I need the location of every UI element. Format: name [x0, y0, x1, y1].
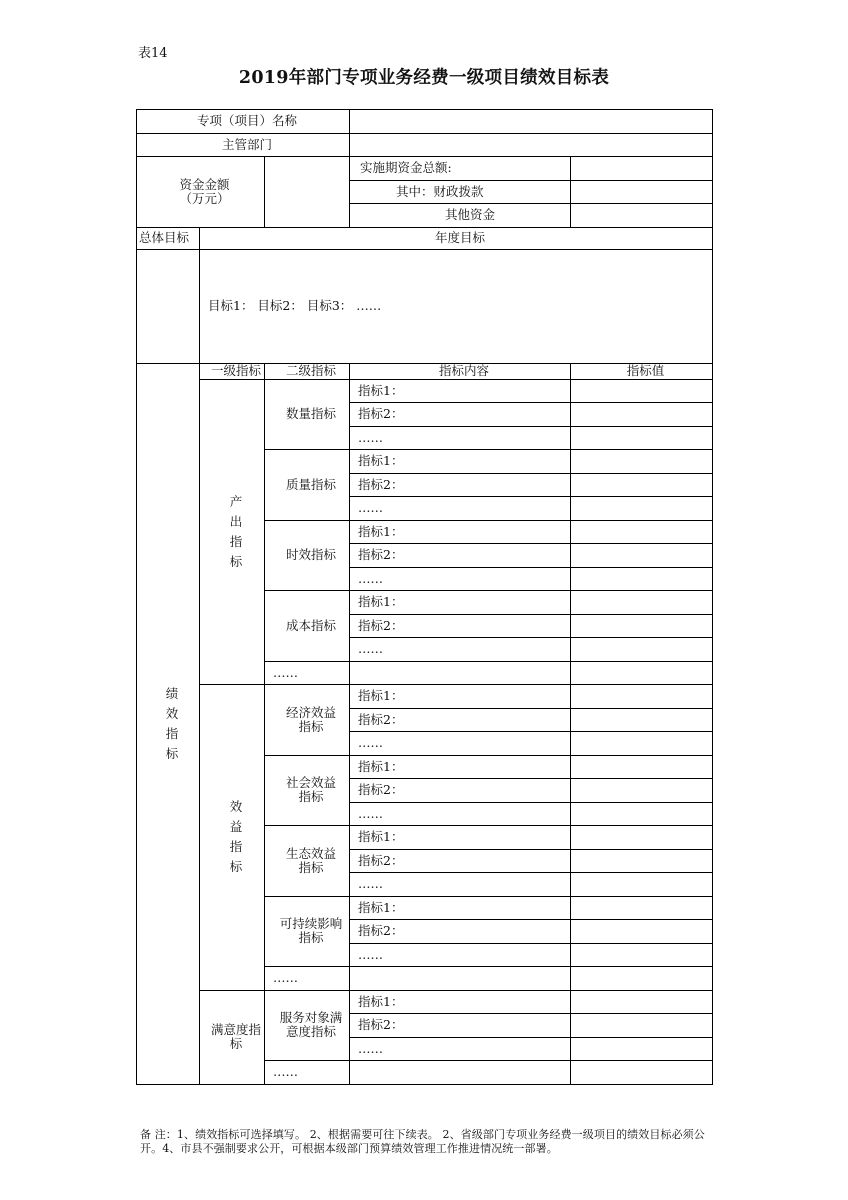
indicator-value[interactable] — [571, 708, 713, 732]
quantity-indicator-label: 数量指标 — [265, 379, 350, 450]
indicator-value[interactable] — [571, 802, 713, 826]
indicator-value[interactable] — [571, 661, 713, 685]
indicator-value[interactable] — [571, 567, 713, 591]
social-benefit-label — [265, 755, 350, 826]
indicator-content[interactable]: …… — [350, 873, 571, 897]
indicator-content[interactable]: 指标1： — [350, 685, 571, 709]
indicator-value[interactable] — [571, 426, 713, 450]
cost-indicator-label: 成本指标 — [265, 591, 350, 662]
funds-label-line2: （万元） — [179, 190, 230, 206]
indicator-value[interactable] — [571, 638, 713, 662]
other-funds-label: 其他资金 — [350, 204, 571, 228]
department-value[interactable] — [350, 133, 713, 157]
indicator-content[interactable]: …… — [350, 426, 571, 450]
benefit-more-label: …… — [265, 967, 350, 991]
indicator-value[interactable] — [571, 967, 713, 991]
indicator-content[interactable] — [350, 1061, 571, 1085]
performance-indicators-label — [137, 363, 200, 1084]
indicator-value[interactable] — [571, 591, 713, 615]
indicator-value[interactable] — [571, 403, 713, 427]
indicator-value[interactable] — [571, 544, 713, 568]
output-indicators-text: 产出指标 — [229, 493, 243, 569]
indicator-content[interactable]: 指标2： — [350, 1014, 571, 1038]
indicator-content[interactable]: 指标1： — [350, 379, 571, 403]
indicator-value[interactable] — [571, 990, 713, 1014]
indicator-value[interactable] — [571, 755, 713, 779]
indicator-value[interactable] — [571, 896, 713, 920]
output-more-label: …… — [265, 661, 350, 685]
social-benefit-text: 社会效益指标 — [286, 775, 337, 805]
economic-benefit-label — [265, 685, 350, 756]
indicator-value[interactable] — [571, 473, 713, 497]
indicator-content[interactable]: 指标1： — [350, 450, 571, 474]
indicator-content[interactable]: 指标2： — [350, 614, 571, 638]
indicator-content[interactable]: 指标2： — [350, 849, 571, 873]
indicator-content[interactable]: 指标1： — [350, 826, 571, 850]
indicator-content[interactable]: 指标2： — [350, 708, 571, 732]
performance-goal-table — [136, 109, 713, 1085]
indicator-value[interactable] — [571, 450, 713, 474]
indicator-value[interactable] — [571, 379, 713, 403]
overall-goal-value[interactable] — [137, 249, 200, 363]
indicator-content[interactable]: 指标1： — [350, 520, 571, 544]
service-satisfaction-label — [265, 990, 350, 1061]
total-funds-label: 实施期资金总额: — [350, 157, 571, 181]
indicator-content[interactable]: 指标1： — [350, 896, 571, 920]
indicator-value[interactable] — [571, 1061, 713, 1085]
col-value-header: 指标值 — [571, 363, 713, 379]
performance-indicators-text: 绩效指标 — [165, 685, 179, 761]
economic-benefit-text: 经济效益指标 — [286, 704, 337, 734]
satisfaction-indicators-label — [200, 990, 265, 1084]
service-satisfaction-text: 服务对象满意度指标 — [279, 1010, 343, 1040]
indicator-content[interactable]: …… — [350, 943, 571, 967]
ecological-benefit-label — [265, 826, 350, 897]
total-funds-value[interactable] — [571, 157, 713, 181]
indicator-content[interactable]: …… — [350, 802, 571, 826]
department-label: 主管部门 — [137, 133, 350, 157]
benefit-indicators-text: 效益指标 — [229, 799, 243, 875]
fiscal-label: 其中：财政拨款 — [350, 180, 571, 204]
indicator-content[interactable]: 指标1： — [350, 591, 571, 615]
col-level2-header: 二级指标 — [265, 363, 350, 379]
quality-indicator-label: 质量指标 — [265, 450, 350, 521]
fiscal-value[interactable] — [571, 180, 713, 204]
indicator-value[interactable] — [571, 943, 713, 967]
indicator-content[interactable]: …… — [350, 567, 571, 591]
indicator-content[interactable]: 指标1： — [350, 755, 571, 779]
indicator-content[interactable]: 指标2： — [350, 473, 571, 497]
timeliness-indicator-label: 时效指标 — [265, 520, 350, 591]
other-funds-value[interactable] — [571, 204, 713, 228]
funds-amount-value[interactable] — [265, 157, 350, 228]
project-name-value[interactable] — [350, 110, 713, 134]
page-title: 2019年部门专项业务经费一级项目绩效目标表 — [238, 68, 610, 88]
indicator-value[interactable] — [571, 826, 713, 850]
indicator-content[interactable] — [350, 967, 571, 991]
satisfaction-more-label: …… — [265, 1061, 350, 1085]
indicator-value[interactable] — [571, 873, 713, 897]
indicator-value[interactable] — [571, 732, 713, 756]
table-number: 表14 — [138, 46, 168, 61]
overall-goal-label: 总体目标 — [137, 227, 200, 249]
col-level1-header: 一级指标 — [200, 363, 265, 379]
indicator-value[interactable] — [571, 920, 713, 944]
benefit-indicators-label — [200, 685, 265, 991]
funds-label-line1: 资金金额 — [179, 176, 230, 192]
indicator-content[interactable]: 指标2： — [350, 544, 571, 568]
indicator-value[interactable] — [571, 497, 713, 521]
indicator-content[interactable]: 指标2： — [350, 403, 571, 427]
indicator-value[interactable] — [571, 1037, 713, 1061]
satisfaction-indicators-text: 满意度指标 — [210, 1022, 261, 1051]
indicator-content[interactable] — [350, 661, 571, 685]
funds-label — [137, 157, 265, 228]
indicator-value[interactable] — [571, 614, 713, 638]
footnote: 备 注：1、绩效指标可选择填写。 2、根据需要可往下续表。 2、省级部门专项业务经费一级项目的绩效目标必须公开。4、市县不强制要求公开，可根据本级部门预算绩效管理工作推进情况统一部署。 — [140, 1128, 705, 1155]
indicator-value[interactable] — [571, 779, 713, 803]
indicator-value[interactable] — [571, 520, 713, 544]
col-content-header: 指标内容 — [350, 363, 571, 379]
annual-goal-label: 年度目标 — [200, 227, 713, 249]
indicator-value[interactable] — [571, 849, 713, 873]
indicator-value[interactable] — [571, 1014, 713, 1038]
indicator-value[interactable] — [571, 685, 713, 709]
sustainability-impact-text: 可持续影响指标 — [279, 916, 343, 946]
indicator-content[interactable]: …… — [350, 1037, 571, 1061]
output-indicators-label — [200, 379, 265, 685]
indicator-content[interactable]: …… — [350, 497, 571, 521]
indicator-content[interactable]: 指标1： — [350, 990, 571, 1014]
indicator-content[interactable]: …… — [350, 638, 571, 662]
project-name-label: 专项（项目）名称 — [137, 110, 350, 134]
annual-goal-value[interactable]: 目标1： 目标2： 目标3： …… — [200, 249, 713, 363]
indicator-content[interactable]: 指标2： — [350, 920, 571, 944]
indicator-content[interactable]: …… — [350, 732, 571, 756]
indicator-content[interactable]: 指标2： — [350, 779, 571, 803]
ecological-benefit-text: 生态效益指标 — [286, 845, 337, 875]
sustainability-impact-label — [265, 896, 350, 967]
